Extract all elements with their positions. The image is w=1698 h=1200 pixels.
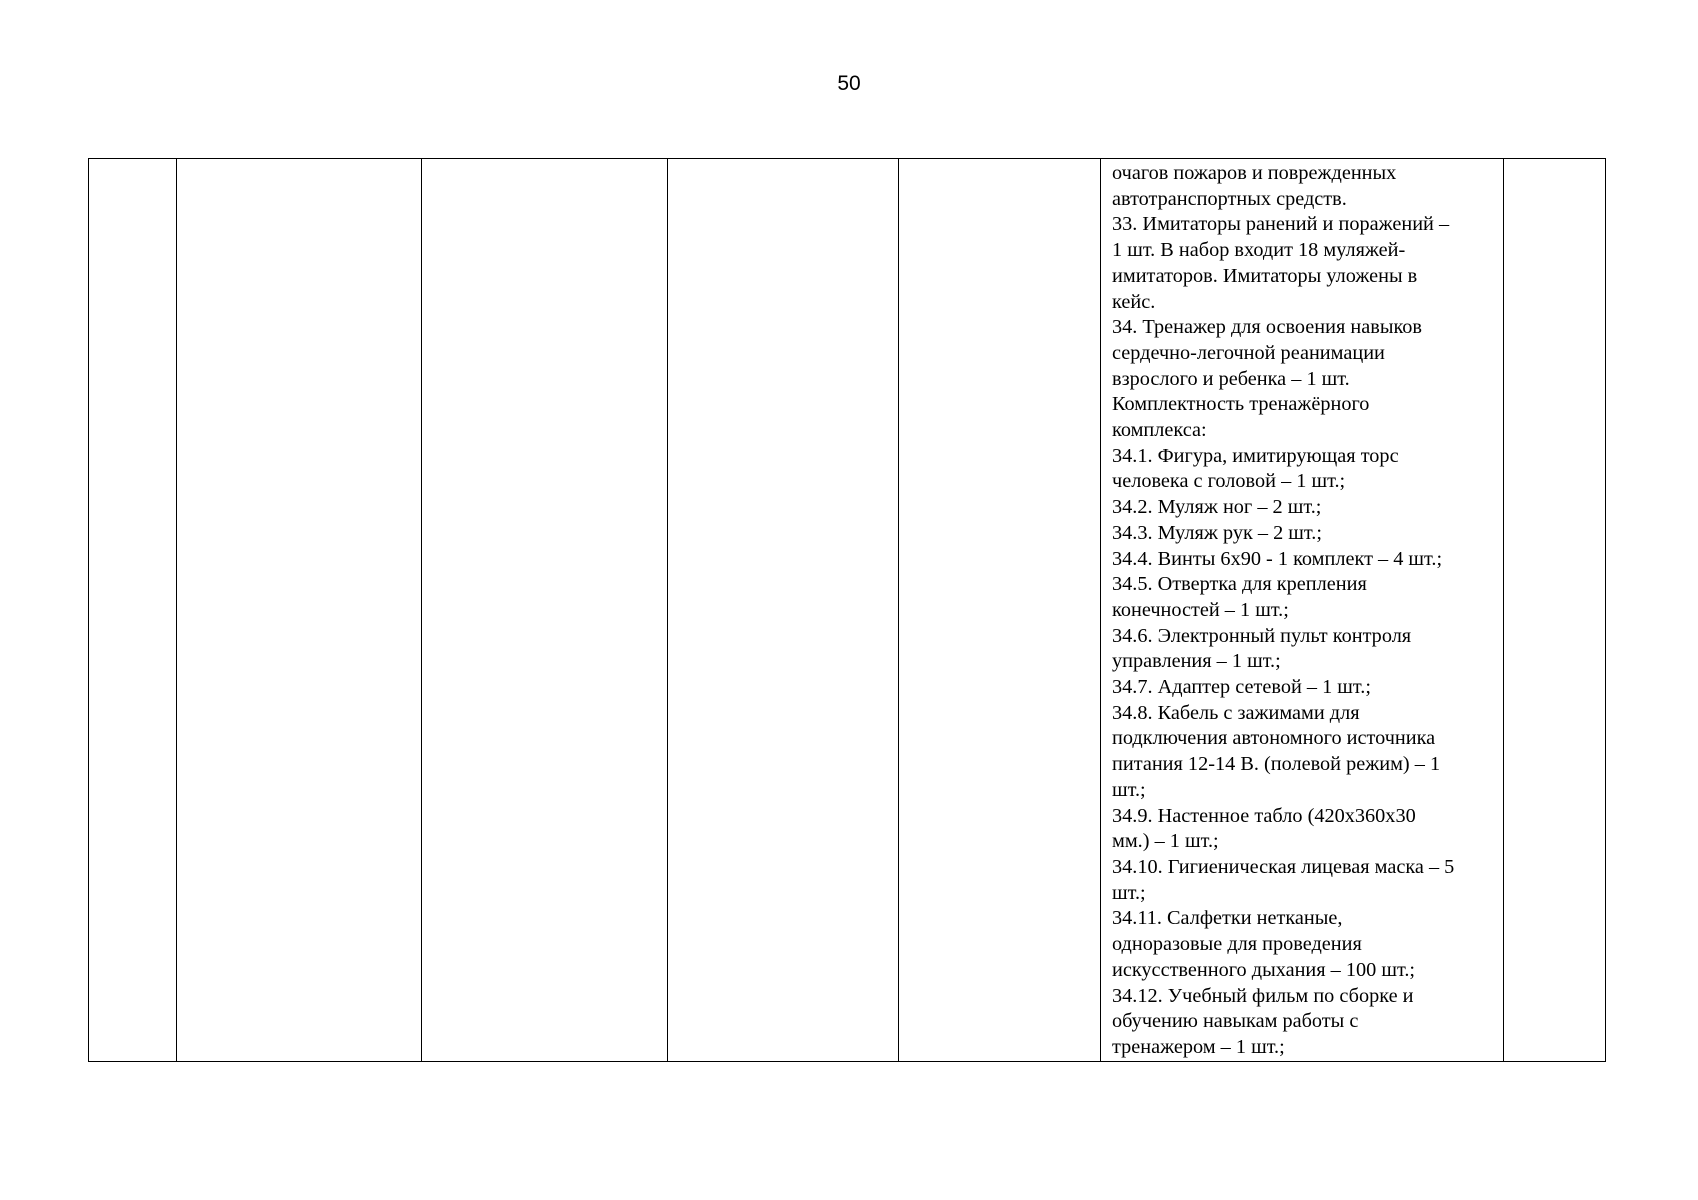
text-line: кейс. bbox=[1112, 290, 1156, 313]
table-row bbox=[89, 159, 1606, 1062]
text-line: управления – 1 шт.; bbox=[1112, 650, 1281, 673]
text-line: конечностей – 1 шт.; bbox=[1112, 598, 1289, 621]
text-line: 34.10. Гигиеническая лицевая маска – 5 bbox=[1112, 855, 1455, 878]
text-line: одноразовые для проведения bbox=[1112, 933, 1362, 956]
text-line: 34.1. Фигура, имитирующая торс bbox=[1112, 444, 1399, 467]
table-cell-col3 bbox=[422, 159, 668, 1062]
text-line: 34.3. Муляж рук – 2 шт.; bbox=[1112, 521, 1322, 544]
text-line: очагов пожаров и поврежденных bbox=[1112, 162, 1397, 184]
text-line: 34.7. Адаптер сетевой – 1 шт.; bbox=[1112, 676, 1371, 699]
table-cell-col5 bbox=[899, 159, 1101, 1062]
text-line: 34.11. Салфетки нетканые, bbox=[1112, 907, 1343, 930]
text-line: 34. Тренажер для освоения навыков bbox=[1112, 316, 1423, 339]
text-line: 34.8. Кабель с зажимами для bbox=[1112, 701, 1360, 724]
text-line: 34.6. Электронный пульт контроля bbox=[1112, 624, 1412, 647]
text-line: автотранспортных средств. bbox=[1112, 187, 1347, 210]
text-line: 1 шт. В набор входит 18 муляжей- bbox=[1112, 239, 1406, 262]
text-line: питания 12-14 В. (полевой режим) – 1 bbox=[1112, 753, 1441, 776]
equipment-description-text bbox=[1101, 159, 1503, 1061]
text-line: тренажером – 1 шт.; bbox=[1112, 1035, 1285, 1058]
text-line: подключения автономного источника bbox=[1112, 727, 1436, 750]
text-line: человека с головой – 1 шт.; bbox=[1112, 470, 1346, 493]
text-line: шт.; bbox=[1112, 778, 1146, 801]
text-line: шт.; bbox=[1112, 881, 1146, 904]
text-line: сердечно-легочной реанимации bbox=[1112, 341, 1385, 364]
text-line: 34.5. Отвертка для крепления bbox=[1112, 573, 1367, 596]
text-line: имитаторов. Имитаторы уложены в bbox=[1112, 264, 1418, 287]
table-cell-col7 bbox=[1504, 159, 1606, 1062]
text-line: 34.12. Учебный фильм по сборке и bbox=[1112, 984, 1414, 1007]
text-line: взрослого и ребенка – 1 шт. bbox=[1112, 367, 1350, 390]
text-line: 34.4. Винты 6х90 - 1 комплект – 4 шт.; bbox=[1112, 547, 1443, 570]
table-cell-equipment-description bbox=[1101, 159, 1504, 1062]
text-line: обучению навыкам работы с bbox=[1112, 1010, 1359, 1033]
text-line: мм.) – 1 шт.; bbox=[1112, 830, 1219, 853]
text-line: 33. Имитаторы ранений и поражений – bbox=[1112, 213, 1450, 236]
text-line: 34.2. Муляж ног – 2 шт.; bbox=[1112, 496, 1322, 519]
text-line: 34.9. Настенное табло (420х360х30 bbox=[1112, 804, 1416, 827]
text-line: Комплектность тренажёрного bbox=[1112, 393, 1370, 416]
table-cell-col1 bbox=[89, 159, 177, 1062]
text-line: искусственного дыхания – 100 шт.; bbox=[1112, 958, 1416, 981]
table-cell-col4 bbox=[668, 159, 899, 1062]
equipment-table bbox=[88, 158, 1606, 1062]
table-cell-col2 bbox=[177, 159, 422, 1062]
text-line: комплекса: bbox=[1112, 419, 1207, 442]
page-number: 50 bbox=[837, 72, 861, 95]
